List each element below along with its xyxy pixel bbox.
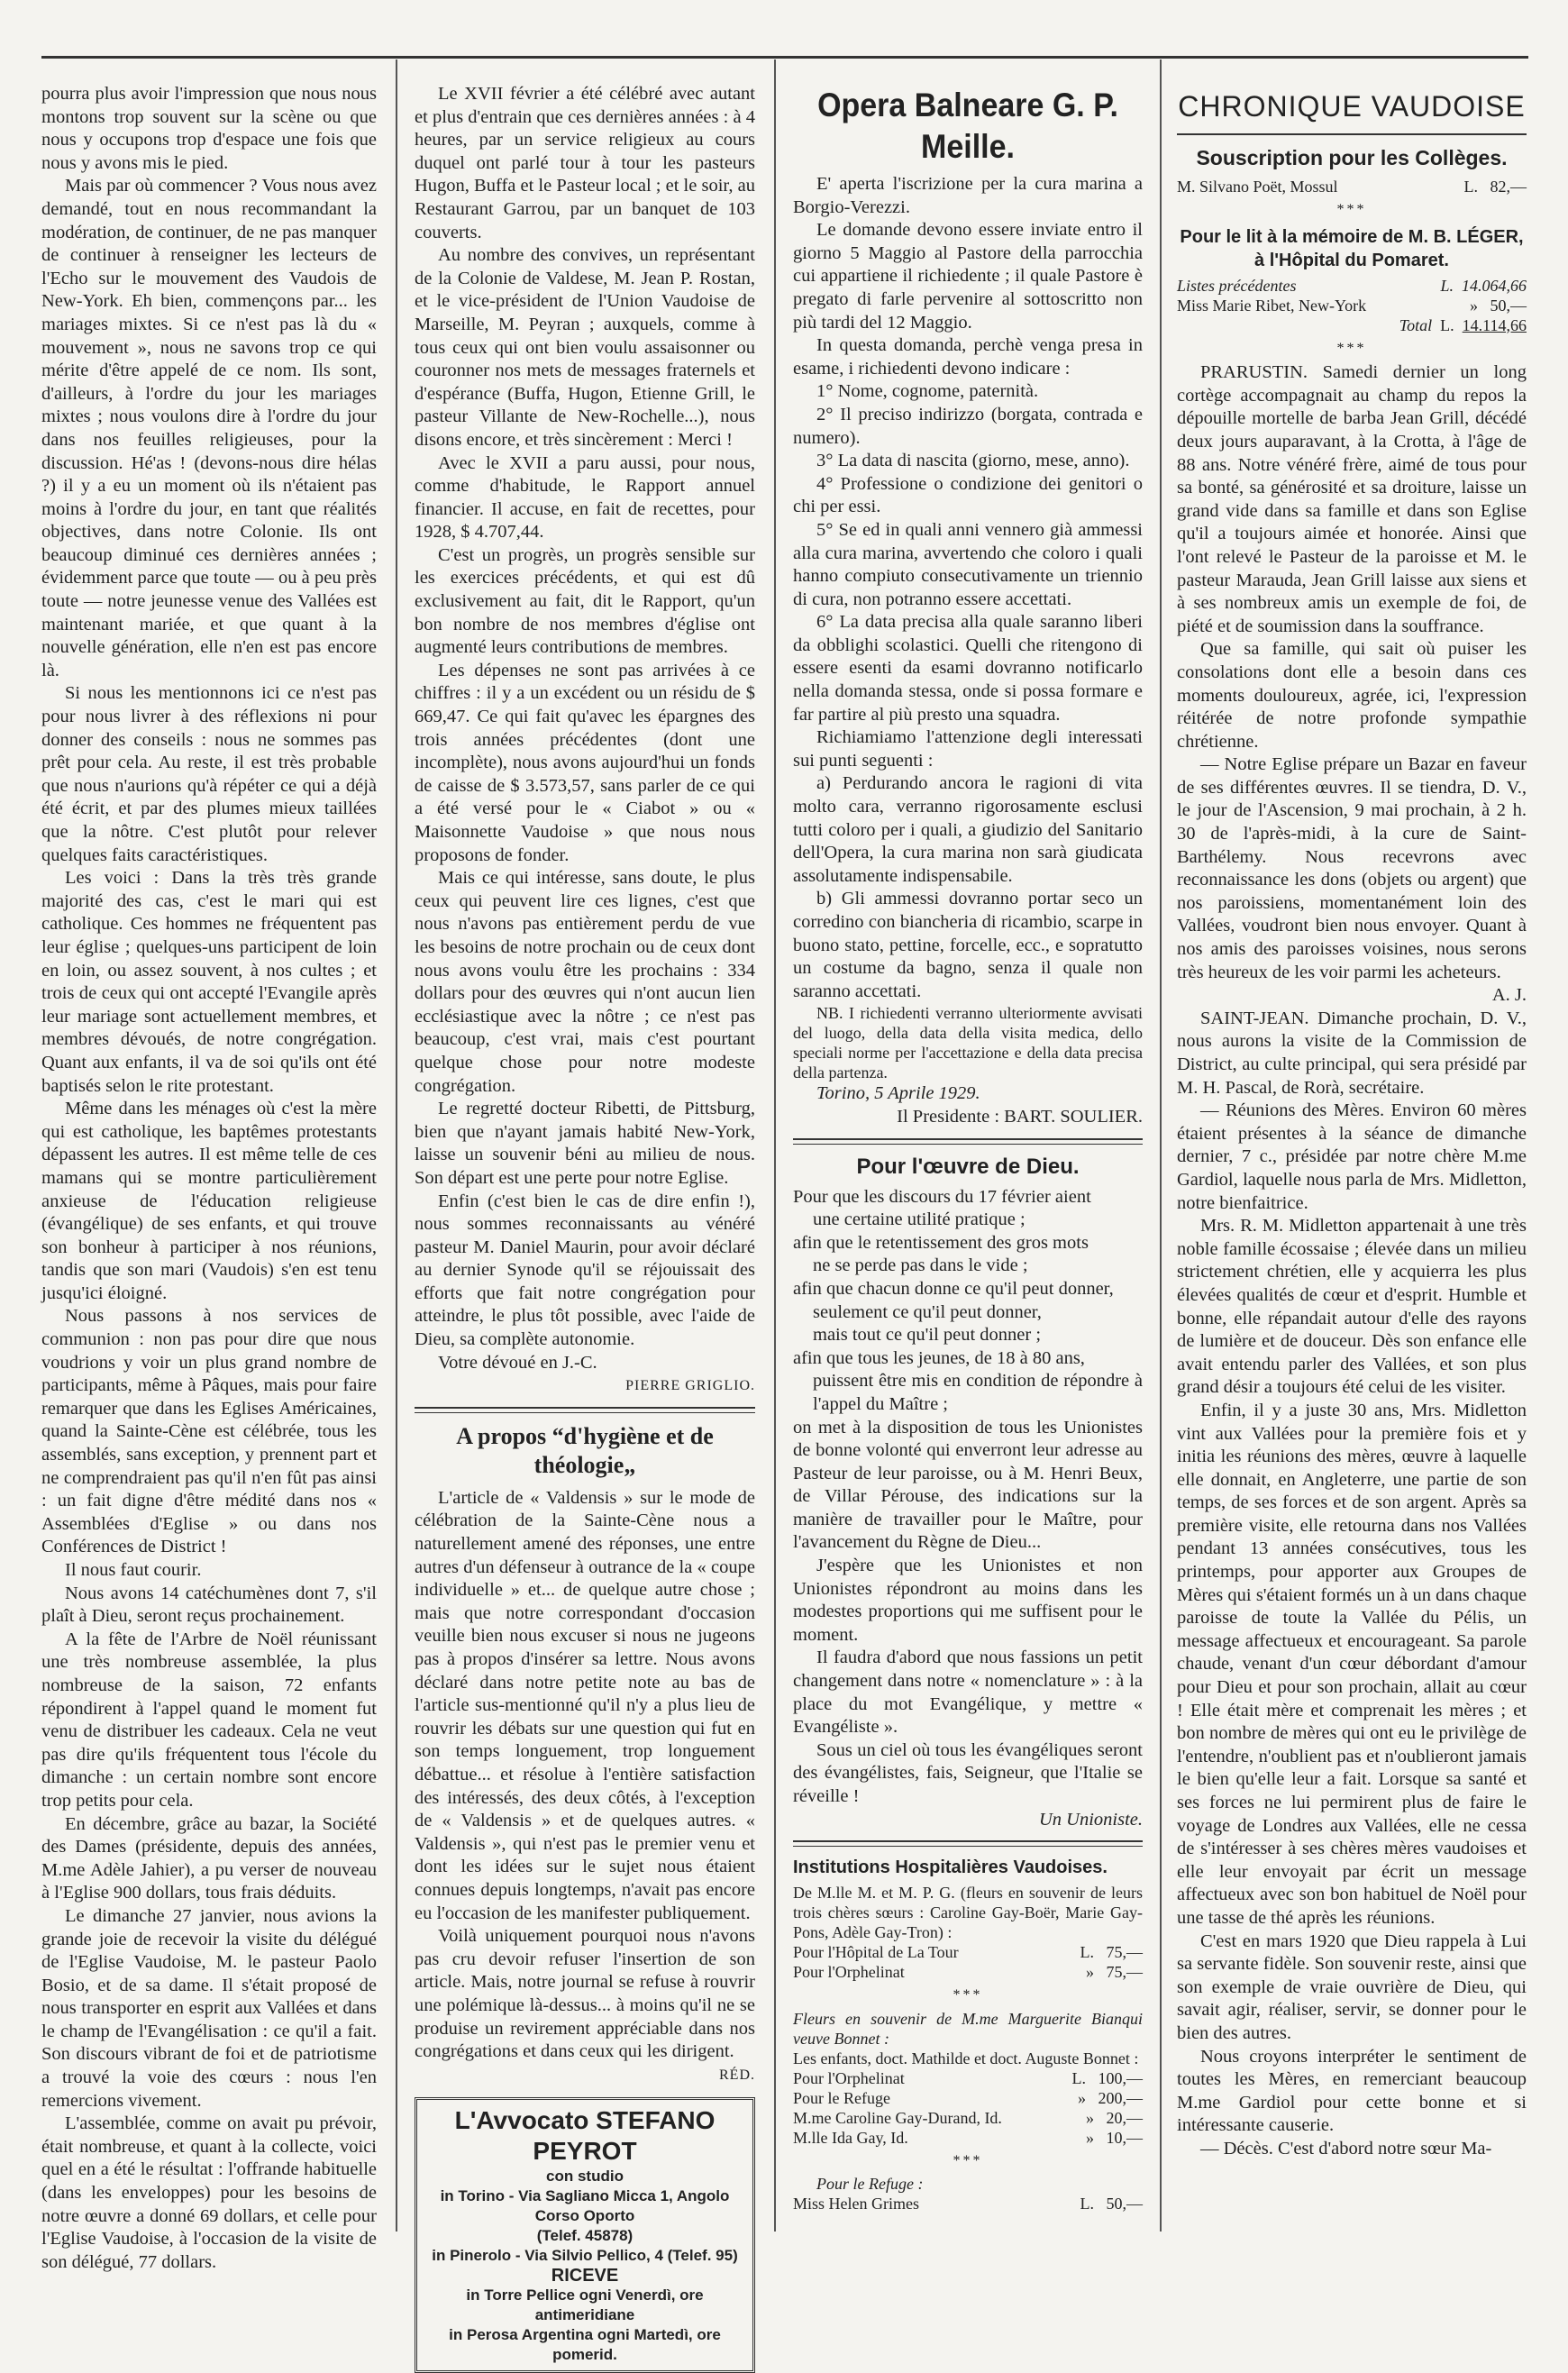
paragraph: Le domande devono essere inviate entro il giorno 5 Maggio al Pastore della parrocchia cui appartiene il richiedente ; il quale Pastore è pregato di farle pervenire al sottoscritto non più tardi del 12 Maggio. [793,220,1143,333]
ad-title: L'Avvocato STEFANO PEYROT [454,2106,716,2166]
dateline: Torino, 5 Aprile 1929. [816,1083,980,1104]
ad-line: in Pinerolo - Via Silvio Pellico, 4 (Telef. 95) [432,2247,738,2265]
column-3 [793,83,1143,2237]
donation-amount: 50,— [1106,2195,1143,2213]
donation-amount: 200,— [1098,2088,1143,2107]
paragraph: Il faudra d'abord que nous fassions un petit changement dans notre « nomenclature » : à la place du mot Evangélique, y mettre « Evangéliste ». [793,1647,1143,1738]
paragraph: Le dimanche 27 janvier, nous avions la grande joie de recevoir la visite du délégué de l'Eglise Vaudoise, M. le pasteur Paolo Bosio, et de sa dame. Il s'était proposé de nous transporter en esprit aux Vallées et dans le champ de l'Evangélisation : ce qu'il a fait. Son discours vibrant de foi et de patriotisme a trouvé la voie des cœurs : nous l'en remercions vivement. [41,1905,377,2111]
paragraph: J'espère que les Unionistes et non Unionistes répondront au moins dans les modestes proportions qui me suffisent pour le moment. [793,1556,1143,1645]
poem-block [793,1186,1143,1556]
signoff: Il Presidente : BART. SOULIER. [897,1106,1143,1127]
donation-amount: 20,— [1106,2108,1143,2127]
poem-line: afin que chacun donne ce qu'il peut donner, [793,1278,1114,1299]
signature: PIERRE GRIGLIO. [625,1378,755,1394]
donation-row [793,2194,1143,2213]
section-rule [793,1138,1143,1145]
paragraph: L'article de « Valdensis » sur le mode de célébration de la Sainte-Cène nous a naturellement amené des réponses, une entre autres d'un défenseur à outrance de la « coupe individuelle » et... de quelque autre chose ; mais que notre correspondant d'occasion veuille bien nous excuser si nous ne jugeons pas à propos d'insérer sa lettre. Nous avons déclaré dans notre petite note au bas de l'article sus-mentionné qu'il n'y a plus lieu de rouvrir les débats sur une question qui fut en son temps longuement, trop longuement débattue... et résolue à l'entière satisfaction des intéressés, des deux côtés, à l'exception de « Valdensis » et de quelques autres. « Valdensis », qui n'est pas le premier venu et dont les idées sur le sujet nous étaient connues depuis longtemps, n'avait pas encore eu l'occasion de les manifester publiquement. [415,1487,755,1923]
donation-amount: 100,— [1098,2068,1143,2087]
donation-amount: 10,— [1106,2128,1143,2147]
paragraph: Même dans les ménages où c'est la mère qui est catholique, les baptêmes protestants dépassent les autres. Il est même telle de ces mamans qui se montre particulièrement anxieuse de l'éducation religieuse (évangélique) de ses enfants, et qui trouve son bonheur à participer à nos réunions, tandis que son mari (Vaudois) s'en est tenu jusqu'ici éloigné. [41,1099,377,1303]
paragraph: Richiamiamo l'attenzione degli interessati sui punti seguenti : [793,727,1143,771]
paragraph: Sous un ciel où tous les évangéliques seront des évangélistes, fais, Seigneur, que l'Italie se réveille ! [793,1739,1143,1806]
paragraph: — Décès. C'est d'abord notre sœur Ma- [1200,2138,1492,2159]
paragraph: Mrs. R. M. Midletton appartenait à une très noble famille écossaise ; élevée dans un milieu strictement chrétien, elle y acquierra les plus élevées qualités de cœur et d'esprit. Humble et bonne, elle répandait autour d'elle des rayons de lumière et de douceur. Dès son enfance elle avait entendu parler des Vallées, et son plus grand désir a toujours été celui de les visiter. [1177,1216,1527,1398]
donation-label: Pour le Refuge [793,2088,890,2107]
currency: » [1086,2108,1094,2127]
article-title: A propos “d'hygiène et de théologie„ [456,1422,714,1478]
poem-line: une certaine utilité pratique ; [813,1209,1026,1230]
currency: » [1078,2088,1086,2107]
column-1 [41,83,377,2272]
donation-amount: 75,— [1106,1943,1143,1962]
paragraph: Les voici : Dans la très très grande majorité des cas, c'est le mari qui est catholique. Ces hommes ne fréquentent pas leur église ; quelques-uns participent de loin en loin, ou assez souvent, à nos cultes ; et trois de ceux qui ont accepté l'Evangile après leur mariage sont actuellement membres, et membres dévoués, de notre congrégation. Quant aux enfants, il va de soi qu'ils ont été baptisés selon le rite protestant. [41,868,377,1096]
poem-line: mais tout ce qu'il peut donner ; [813,1325,1042,1346]
article-title: Opera Balneare G. P. Meille. [817,87,1118,166]
ad-line: (Telef. 45878) [536,2227,634,2245]
ad-line: in Perosa Argentina ogni Martedì, ore pomerid. [449,2326,721,2364]
donation-intro: Fleurs en souvenir de M.me Marguerite Bianqui veuve Bonnet : [793,2009,1143,2048]
total-label: Total [1399,315,1433,334]
separator-stars: *** [953,1987,983,2003]
donation-label: Pour l'Hôpital de La Tour [793,1943,959,1962]
paragraph: Votre dévoué en J.-C. [438,1352,597,1373]
donation-intro: De M.lle M. et M. P. G. (fleurs en souvenir de leurs trois chères sœurs : Caroline Gay-Boër, Marie Gay-Pons, Adèle Gay-Tron) : [793,1884,1143,1942]
ad-line: in Torre Pellice ogni Venerdì, ore antimeridiane [466,2286,704,2324]
paragraph: a) Perdurando ancora le ragioni di vita molto cara, verranno rigorosamente esclusi tutti coloro per i quali, a giudizio del Sanitario dell'Opera, la cura marina non sarà giudicata assolutamente indispensabile. [793,773,1143,886]
currency: » [1086,2128,1094,2147]
separator-stars: *** [1336,202,1367,217]
donation-label: Miss Marie Ribet, New-York [1177,296,1367,315]
paragraph: E' aperta l'iscrizione per la cura marina a Borgio-Verezzi. [793,174,1143,217]
donation-amount: 75,— [1106,1963,1143,1982]
donation-label: Pour l'Orphelinat [793,2068,905,2087]
donation-row [1177,177,1527,196]
paragraph: — Réunions des Mères. Environ 60 mères étaient présentes à la séance de dimanche dernier, 7 c., présidée par notre chère M.me Gardiol, laquelle nous parla de Mrs. Midletton, notre bienfaitrice. [1177,1100,1527,1213]
currency: L. [1463,178,1478,196]
paragraph: Au nombre des convives, un représentant de la Colonie de Valdese, M. Jean P. Rostan, et le vice-président de l'Union Vaudoise de Marseille, M. Peyran ; auxquels, comme à tous ceux qui ont bien voulu assaisonner ou couronner nos mets de messages fraternels et d'espérance (Buffa, Hugon, Etienne Grill, le pasteur Villante de New-Rochelle...), nous disons encore, et très sincèrement : Merci ! [415,245,755,450]
currency: L. [1071,2068,1086,2087]
paragraph: Avec le XVII a paru aussi, pour nous, comme d'habitude, le Rapport annuel financier. Il accuse, en fait de recettes, pour 1928, $ 4.707,44. [415,452,755,543]
paragraph: pourra plus avoir l'impression que nous nous montons trop souvent sur la scène ou que nous y occupons trop d'espace une fois que nous y avons mis le pied. [41,84,377,173]
paragraph: C'est un progrès, un progrès sensible sur les exercices précédents, et qui est dû exclusivement au fait, dit le Rapport, qu'un bon nombre de nos membres d'église ont augmenté leurs contributions de membres. [415,544,755,658]
column-2 [415,83,755,2364]
column-divider [396,59,397,2232]
paragraph: Nous passons à nos services de communion : non pas pour dire que nous voudrions y voir un plus grand nombre de participants, même à Pâques, mais pour faire remarquer que dans les Eglises Américaines, quand la Sainte-Cène est célébrée, tous les assemblés, sans exception, y prennent part et ne comprendraient pas qu'il n'en fût pas ainsi : un fait digne d'être médité dans nos « Assemblées d'Eglise » ou dans nos Conférences de District ! [41,1306,377,1557]
donation-row [1177,296,1527,315]
paragraph: PRARUSTIN. Samedi dernier un long cortège accompagnait au champ du repos la dépouille mortelle de barba Jean Grill, décédé deux jours auparavant, à la Crotta, à l'âge de 88 ans. Notre vénéré frère, aimé de tous pour sa bonté, sa générosité et sa droiture, laisse un grand vide dans sa famille et dans son Eglise qu'il a toujours aimée et honorée. Ainsi que l'ont relevé le Pasteur de la paroisse et M. le pasteur Marauda, Jean Grill laisse aux siens et à ses nombreux amis un exemple de foi, de piété et de soumission dans la souffrance. [1177,362,1527,636]
section-rule [1177,133,1527,135]
paragraph: Si nous les mentionnons ici ce n'est pas pour nous livrer à des réflexions ni pour donner des conseils : nous ne sommes pas prêt pour cela. Au reste, il est très probable que nous n'aurions qu'à répéter ce qui a déjà été écrit, et par des plumes mieux taillées que la nôtre. C'est plutôt pour relever quelques faits caractéristiques. [41,683,377,865]
paragraph: Voilà uniquement pourquoi nous n'avons pas cru devoir refuser l'insertion de son article. Mais, notre journal se refuse à rouvrir une polémique là-dessus... à moins qu'il ne se produise un revirement appréciable dans nos congrégations et dans ceux qui les dirigent. [415,1926,755,2062]
donation-row [793,2128,1143,2148]
poem-line: puissent être mis en condition de répondre à l'appel du Maître ; [813,1371,1143,1414]
donation-label: M.lle Ida Gay, Id. [793,2128,908,2147]
currency: L. [1440,276,1454,295]
column-divider [1160,59,1162,2232]
signature: Un Unioniste. [1038,1809,1143,1830]
donation-row [793,1942,1143,1962]
paragraph: Enfin (c'est bien le cas de dire enfin !), nous sommes reconnaissants au vénéré pasteur M. Daniel Maurin, pour avoir déclaré au dernier Synode qu'il se réjouissait des efforts que fait notre congrégation pour atteindre, le plus tôt possible, avec l'aide de Dieu, sa complète autonomie. [415,1191,755,1350]
donation-amount: 14.064,66 [1462,276,1527,295]
paragraph: Enfin, il y a juste 30 ans, Mrs. Midletton vint aux Vallées pour la première fois et y initia les réunions des mères, œuvre à laquelle elle donnait, en Angleterre, une partie de son temps, de ses forces et de son argent. Après sa première visite, elle retourna dans nos Vallées pendant 13 années consécutives, tous les printemps, pour apporter aux Groupes de Mères qui s'étaient formés un à un dans chaque paroisse de toute la Vallée du Pélis, un message affectueux et encourageant. Sa parole chaude, venant d'un cœur débordant d'amour pour Dieu et pour son prochain, allait au cœur ! Elle était mère et comprenait les mères ; et bon nombre de mères qui ont eu le privilège de l'entendre, n'oublient pas et n'oublieront jamais le bien qu'elle leur a fait. Lorsque sa santé et ses forces ne lui permirent plus de faire le voyage de Londres aux Vallées, elle ne cessa de s'intéresser à ses chères mères vaudoises et elle leur envoyait par écrit un message affectueux avec son bon habituel de Noël pour une tasse de thé après les réunions. [1177,1400,1527,1928]
paragraph: In questa domanda, perchè venga presa in esame, i richiedenti devono indicare : [793,335,1143,379]
section-title: CHRONIQUE VAUDOISE [1178,90,1526,123]
subsection-title: Souscription pour les Collèges. [1196,146,1508,169]
poem-line: Pour que les discours du 17 février aient [793,1186,1091,1207]
paragraph: L'assemblée, comme on avait pu prévoir, était nombreuse, et quant à la collecte, voici quel en a été le résultat : l'offrande habituelle (dans les enveloppes) pour les besoins de notre œuvre a donné 69 dollars, et celle pour l'Eglise Vaudoise, à l'occasion de la visite de son délégué, 77 dollars. [41,2113,377,2272]
donation-amount: 50,— [1490,296,1527,315]
donation-intro: Les enfants, doct. Mathilde et doct. Auguste Bonnet : [793,2049,1139,2067]
donation-row [793,1962,1143,1982]
separator-stars: *** [953,2152,983,2168]
paragraph: Mais par où commencer ? Vous nous avez demandé, tout en nous recommandant la modération, de continuer, de ne pas manquer de continuer à renseigner les lecteurs de l'Echo sur le mouvement des Vaudois de New-York. Eh bien, commençons par... les mariages mixtes. Si ce n'est pas là du « mouvement », nous ne savons trop ce qui mérite d'être appelé de ce nom. Ils sont, d'ailleurs, à l'ordre du jour les mariages mixtes ; nous voulons dire à l'ordre du jour dans nos feuilles religieuses, pour la discussion. Hé'as ! (devons-nous dire hélas ?) il y a eu un moment où ils n'étaient pas moins à l'ordre du jour, en tant que réalités objectives, dans notre Colonie. Ils ont beaucoup diminué ces dernières années ; évidemment parce que toute — ou à peu près toute — notre jeunesse venue des Vallées est maintenant mariée, et que quant à la nouvelle génération, elle n'en est pas encore là. [41,176,377,680]
paragraph: C'est en mars 1920 que Dieu rappela à Lui sa servante fidèle. Son souvenir reste, ainsi que son exemple de vraie ouvrière de Dieu, qui savait agir, réaliser, servir, se donner pour le bien des autres. [1177,1930,1527,2043]
column-4 [1177,83,1527,2237]
currency: L. [1440,315,1454,334]
subsection-title: Pour le lit à la mémoire de M. B. LÉGER, à l'Hôpital du Pomaret. [1180,226,1524,270]
donation-intro: Pour le Refuge : [816,2175,924,2194]
currency: L. [1080,2195,1094,2213]
paragraph: — Notre Eglise prépare un Bazar en faveur de ses différentes œuvres. Il se tiendra, D. V., le jour de l'Ascension, 9 mai prochain, à 2 h. 30 de l'après-midi, à la cure de Saint-Barthélemy. Nous recevrons avec reconnaissance les dons (objets ou argent) que nos paroissiens, momentanément loin des Vallées, voudront bien nous envoyer. Quant à nos amis des paroisses voisines, nous serons très heureux de les voir parmi les acheteurs. [1177,754,1527,982]
donation-row [793,2088,1143,2108]
ad-line: in Torino - Via Sagliano Micca 1, Angolo Corso Oporto [440,2187,730,2225]
donation-label: Listes précédentes [1177,276,1297,295]
paragraph: 2° Il preciso indirizzo (borgata, contrada e numero). [793,404,1143,448]
currency: » [1086,1963,1094,1982]
currency: L. [1080,1943,1094,1962]
paragraph: Il nous faut courir. [65,1560,202,1580]
section-rule [793,1840,1143,1847]
paragraph: b) Gli ammessi dovranno portar seco un corredino con biancheria di ricambio, scarpe in buono stato, pettine, forcelle, ecc., e sopratutto un costume da bagno, senza il quale non saranno accettati. [793,889,1143,1001]
donation-label: Miss Helen Grimes [793,2195,919,2213]
paragraph: Nous croyons interpréter le sentiment de toutes les Mères, en remerciant beaucoup M.me Gardiol pour cette bonne et si intéressante causerie. [1177,2046,1527,2136]
donation-total [1177,315,1527,335]
donation-row [793,2068,1143,2088]
separator-stars: *** [1336,340,1367,356]
ad-line: RICEVE [551,2266,619,2286]
currency: » [1470,296,1478,315]
paragraph: 6° La data precisa alla quale saranno liberi da obblighi scolastici. Quelli che ritengono di essere esenti da esami dovranno notificarlo nella domanda stessa, onde si possa formare e far partire al più presto una squadra. [793,612,1143,725]
paragraph: A la fête de l'Arbre de Noël réunissant une très nombreuse assemblée, la plus nombreuse de la saison, 72 enfants répondirent à l'appel quand le moment fut venu de distribuer les cadeaux. Cela ne veut pas dire qu'ils fréquentent tous l'école du dimanche : un certain nombre sont encore trop petits pour cela. [41,1629,377,1811]
article-title: Pour l'œuvre de Dieu. [856,1154,1080,1179]
article-title: Institutions Hospitalières Vaudoises. [793,1857,1108,1878]
paragraph: 3° La data di nascita (giorno, mese, anno). [816,451,1130,471]
poem-line: ne se perde pas dans le vide ; [813,1255,1028,1276]
lawyer-advertisement [415,2097,755,2373]
poem-line: seulement ce qu'il peut donner, [813,1301,1042,1322]
top-rule [41,56,1528,59]
signature: A. J. [1491,985,1527,1006]
paragraph: 5° Se ed in quali anni vennero già ammessi alla cura marina, avvertendo che coloro i quali hanno compiuto consecutivamente un triennio di cura, non potranno essere accettati. [793,519,1143,609]
paragraph: 1° Nome, cognome, paternità. [816,381,1039,402]
paragraph: 4° Professione o condizione dei genitori o chi per essi. [793,473,1143,517]
donation-label: Pour l'Orphelinat [793,1963,905,1982]
poem-line: afin que le retentissement des gros mots [793,1232,1089,1253]
paragraph: Les dépenses ne sont pas arrivées à ce chiffres : il y a un excédent ou un résidu de $ 669,47. Ce qui fait qu'avec les épargnes des trois années précédentes (dont une incomplète), nous avons aujourd'hui un fonds de caisse de $ 3.573,57, sans parler de ce qui a été versé pour le « Ciabot » ou « Maisonnette Vaudoise » que nous nous proposons de fonder. [415,660,755,865]
poem-line: on met à la disposition de tous les Unionistes de bonne volonté qui enverront leur adresse au Pasteur de leur paroisse, ou à M. Henri Beux, de Villar Pérouse, des indications sur la manière de travailler pour le Maître, pour l'avancement du Règne de Dieu... [793,1417,1143,1553]
donation-label: M. Silvano Poët, Mossul [1177,178,1338,196]
donation-amount: 82,— [1490,178,1527,196]
ad-line: con studio [546,2168,624,2186]
signature: RÉD. [719,2067,755,2083]
section-rule [415,1407,755,1413]
donation-row [793,2108,1143,2128]
paragraph: Le regretté docteur Ribetti, de Pittsburg, bien que n'ayant jamais habité New-York, laisse un souvenir béni au milieu de nous. Son départ est une perte pour notre Eglise. [415,1099,755,1188]
donation-label: M.me Caroline Gay-Durand, Id. [793,2108,1002,2127]
total-amount: 14.114,66 [1462,315,1527,334]
donation-row [1177,276,1527,296]
paragraph: Mais ce qui intéresse, sans doute, le plus ceux qui peuvent lire ces lignes, c'est que nous n'avons pas entièrement perdu de vue les besoins de notre prochain ou de ceux dont nous avons voulu être les prochains : 334 dollars pour des œuvres qui n'ont aucun lien ecclésiastique avec la nôtre ; ce n'est pas beaucoup, c'est vrai, mais c'est pourtant quelque chose pour notre modeste congrégation. [415,868,755,1096]
paragraph: Nous avons 14 catéchumènes dont 7, s'il plaît à Dieu, seront reçus prochainement. [41,1583,377,1627]
column-divider [774,59,776,2232]
paragraph: Que sa famille, qui sait où puiser les consolations dont elle a besoin dans ces moments douloureux, agrée, ici, l'expression réitérée de notre profonde sympathie chrétienne. [1177,639,1527,752]
paragraph: En décembre, grâce au bazar, la Société des Dames (présidente, depuis des années, M.me Adèle Jahier), a pu verser de nouveau à l'Eglise 900 dollars, tous frais déduits. [41,1813,377,1903]
paragraph: NB. I richiedenti verranno ulteriormente avvisati del luogo, della data della visita medica, dello speciali norme per l'accettazione e della data precisa della partenza. [793,1004,1143,1082]
poem-line: afin que tous les jeunes, de 18 à 80 ans, [793,1347,1085,1368]
paragraph: SAINT-JEAN. Dimanche prochain, D. V., nous aurons la visite de la Commission de District, au culte principal, qui sera présidé par M. H. Pascal, de Rorà, secrétaire. [1177,1008,1527,1098]
paragraph: Le XVII février a été célébré avec autant et plus d'entrain que ces dernières années : à 4 heures, par un service religieux au cours duquel ont parlé tour à tour les pasteurs Hugon, Buffa et le Pasteur local ; et le soir, au Restaurant Garrou, par un banquet de 103 couverts. [415,84,755,242]
